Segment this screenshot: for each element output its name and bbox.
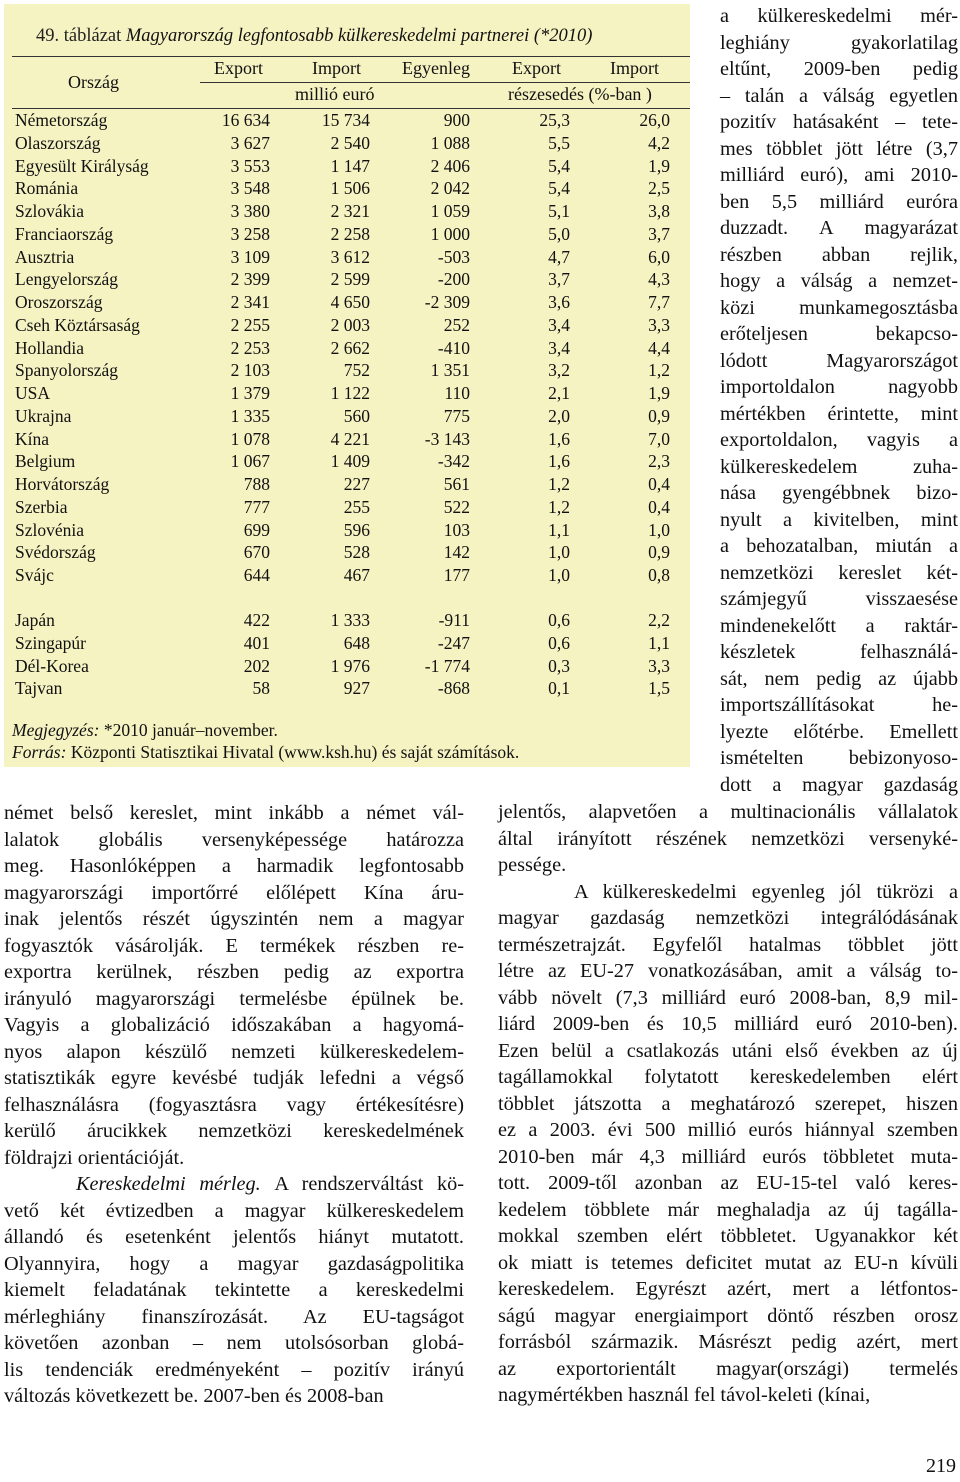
value-cell: 4,4	[648, 337, 670, 358]
text-line: Olyannyira, hogy a magyar gazdaságpolitika	[4, 1252, 464, 1275]
value-cell: 3,3	[648, 655, 670, 676]
text-line: számjegyű visszaesése	[720, 588, 958, 610]
value-cell: 0,6	[548, 632, 570, 653]
text-line: tott. 2009-től azonban az EU-15-tel való keres-	[498, 1172, 958, 1194]
text-line: inak jelentős részét úgyszintén nem a magyar	[4, 908, 464, 930]
value-cell: -342	[437, 451, 470, 472]
text-line: létre az EU-27 vonatkozásában, amit a válság to-	[498, 960, 958, 982]
value-cell: 3 109	[230, 246, 270, 267]
value-cell: 3 380	[230, 201, 270, 221]
value-cell: 4,2	[648, 132, 670, 153]
text-line: lyezte előtérbe. Emellett	[720, 720, 958, 743]
value-cell: 58	[252, 678, 270, 699]
value-cell: 2,1	[548, 383, 570, 403]
country-cell: Dél-Korea	[15, 655, 89, 676]
text-line: lalatok globális versenyképessége határozza	[4, 828, 464, 851]
text-line: A rendszerváltást kö-	[274, 1173, 464, 1195]
value-cell: 648	[343, 632, 370, 653]
text-line: importoldalon nagyobb	[720, 376, 958, 398]
value-cell: 0,8	[648, 565, 670, 585]
value-cell: 1,0	[648, 519, 670, 540]
country-cell: Japán	[15, 610, 55, 630]
header-export-share: Export	[512, 58, 561, 78]
country-cell: Szlovénia	[15, 519, 85, 540]
value-cell: 4 221	[330, 428, 370, 449]
country-cell: Olaszország	[15, 132, 101, 153]
value-cell: 1,6	[548, 428, 570, 449]
table-row	[4, 609, 690, 632]
value-cell: 103	[443, 519, 470, 540]
text-line: statisztikák egyre kevésbé tudják lefedni a végső	[4, 1067, 464, 1089]
text-line: kerülő árucikkek nemzetközi kereskedelmének	[4, 1120, 464, 1142]
text-line: mértékben érintette, mint	[720, 402, 958, 425]
value-cell: 1,9	[648, 155, 670, 176]
country-cell: Szingapúr	[15, 632, 86, 653]
value-cell: 775	[443, 405, 470, 426]
value-cell: 1,1	[648, 632, 670, 653]
value-cell: 1,6	[548, 451, 570, 472]
country-cell: Cseh Köztársaság	[15, 314, 140, 335]
value-cell: 1,0	[548, 565, 570, 585]
value-cell: 2 599	[330, 269, 370, 290]
text-line: liárd 2009-ben és 10,5 milliárd euró 2010-ben).	[498, 1013, 958, 1035]
value-cell: 3 627	[230, 132, 270, 153]
value-cell: 3,7	[648, 223, 670, 244]
value-cell: 2 321	[330, 201, 370, 221]
country-cell: Ausztria	[15, 246, 75, 267]
right-column-bottom	[498, 799, 958, 1409]
value-cell: 644	[243, 565, 270, 585]
value-cell: 670	[243, 542, 270, 563]
value-cell: 6,0	[648, 246, 670, 267]
text-line: mérleghiány finanszírozását. Az EU-tagságot	[4, 1305, 464, 1328]
value-cell: 2 042	[430, 178, 470, 199]
table-caption	[36, 26, 686, 47]
table-row	[4, 655, 690, 678]
text-line: vább növelt (7,3 milliárd euró 2008-ban, 8,9 mil-	[498, 986, 958, 1009]
table-row	[4, 291, 690, 314]
value-cell: 699	[243, 519, 270, 540]
value-cell: 3,2	[548, 360, 570, 381]
value-cell: 401	[243, 632, 270, 653]
text-line: Vagyis a globalizáció időszakában a hagyomá-	[4, 1014, 464, 1036]
note-text: *2010 január–november.	[103, 720, 278, 740]
text-line: lis tendenciák eredményeként – pozitív irányú	[4, 1358, 464, 1381]
text-line: változás következett be. 2007-ben és 2008-ban	[4, 1385, 384, 1407]
text-line: ságú magyar energiaimport döntő részben orosz	[498, 1304, 958, 1327]
text-line: pozitív hatásaként – tete-	[720, 111, 958, 133]
table-note	[12, 720, 278, 741]
value-cell: 528	[343, 542, 370, 563]
country-cell: USA	[15, 383, 51, 403]
value-cell: 1,5	[648, 678, 670, 699]
value-cell: 927	[343, 678, 370, 699]
text-line: német belső kereslet, mint inkább a német vál-	[4, 802, 464, 824]
text-line: magyarországi importőrré előlépett Kína áru-	[4, 881, 464, 904]
header-top-rule	[12, 56, 690, 57]
page-number: 219	[926, 1455, 956, 1477]
value-cell: 1,2	[548, 496, 570, 517]
value-cell: 2,3	[648, 451, 670, 472]
value-cell: 2 103	[230, 360, 270, 381]
value-cell: 3,8	[648, 201, 670, 221]
value-cell: 3 548	[230, 178, 270, 199]
value-cell: 1,1	[548, 519, 570, 540]
header-import-share: Import	[610, 58, 659, 78]
value-cell: 3 612	[330, 246, 370, 267]
table-row	[4, 541, 690, 564]
text-line: közi munkamegosztásba	[720, 296, 958, 319]
text-line: az exportorientált magyar(országi) termelés	[498, 1357, 958, 1380]
text-line: állandó és esetenként jelentős hiányt mutatott.	[4, 1226, 464, 1248]
table-source	[12, 742, 519, 763]
value-cell: 2 003	[330, 314, 370, 335]
value-cell: 177	[443, 565, 470, 585]
value-cell: -200	[437, 269, 470, 290]
value-cell: 1 147	[330, 155, 370, 176]
value-cell: 2,5	[648, 178, 670, 199]
note-label: Megjegyzés:	[12, 720, 100, 740]
table-row	[4, 177, 690, 200]
text-line: kereskedelem. Egyrészt azért, mert a létfontos-	[498, 1278, 958, 1300]
value-cell: 788	[243, 474, 270, 494]
text-line: követően azonban – nem utolsósorban globá-	[4, 1332, 464, 1354]
text-line: irányuló magyarországi termelésbe épülnek be.	[4, 987, 464, 1010]
value-cell: 1 333	[330, 610, 370, 630]
value-cell: -410	[437, 337, 470, 358]
value-cell: 5,4	[548, 155, 570, 176]
value-cell: 1 351	[430, 360, 470, 381]
value-cell: 2 341	[230, 292, 270, 312]
value-cell: -2 309	[424, 292, 470, 312]
value-cell: 1,2	[648, 360, 670, 381]
table-row	[4, 473, 690, 496]
country-cell: Horvátország	[15, 474, 110, 494]
country-cell: Svájc	[15, 565, 54, 585]
text-line: földrajzi orientációját.	[4, 1146, 185, 1169]
text-line: ez a 2003. évi 500 millió eurós hiánnyal szemben	[498, 1119, 958, 1141]
text-line: részben abban rejlik,	[720, 243, 958, 266]
value-cell: 3,7	[548, 269, 570, 290]
table-row	[4, 405, 690, 428]
text-line: tagállamokkal folytatott kereskedelemben elért	[498, 1066, 958, 1088]
country-cell: Románia	[15, 178, 79, 199]
country-cell: Hollandia	[15, 337, 85, 358]
value-cell: -503	[437, 246, 470, 267]
value-cell: 1 088	[430, 132, 470, 153]
table-row	[4, 359, 690, 382]
value-cell: 1 067	[230, 451, 270, 472]
text-line: ok miatt is tetemes deficitet mutat az EU-n kívüli	[498, 1251, 958, 1274]
value-cell: 1 078	[230, 428, 270, 449]
text-line: sát, nem pedig az újabb	[720, 667, 958, 690]
value-cell: 3,4	[548, 314, 570, 335]
value-cell: 26,0	[639, 110, 670, 130]
text-line: Ezen belül a csatlakozás utáni első években az új	[498, 1039, 958, 1062]
text-line: felhasználásra (fogyasztásra vagy értékesítésre)	[4, 1093, 464, 1116]
text-line: exportra kerülnek, részben pedig az exportra	[4, 961, 464, 983]
value-cell: 467	[343, 565, 370, 585]
value-cell: 15 734	[321, 110, 370, 130]
value-cell: 2 662	[330, 337, 370, 358]
value-cell: 1 000	[430, 223, 470, 244]
text-line: mes többlet jött létre (3,7	[720, 137, 958, 160]
left-column	[4, 800, 464, 1410]
country-cell: Kína	[15, 428, 50, 449]
text-line: természetrajzát. Egyfelől hatalmas többlet jött	[498, 933, 958, 956]
text-line: a külkereskedelmi mér-	[720, 5, 958, 27]
value-cell: 5,5	[548, 132, 570, 153]
value-cell: 1 976	[330, 655, 370, 676]
value-cell: 561	[443, 474, 470, 494]
text-line: nagymértékben használ fel távol-keleti (kínai,	[498, 1384, 871, 1406]
country-cell: Egyesült Királyság	[15, 155, 149, 176]
country-cell: Belgium	[15, 451, 76, 472]
value-cell: 560	[343, 405, 370, 426]
value-cell: 2,2	[648, 610, 670, 630]
value-cell: 1,2	[548, 474, 570, 494]
value-cell: 900	[443, 110, 470, 130]
text-line: fogyasztók vásárolják. E termékek részben re-	[4, 934, 464, 957]
text-line: hogy a válság a nemzet-	[720, 270, 958, 292]
text-line: meg. Hasonlóképpen a harmadik legfontosabb	[4, 855, 464, 877]
text-line: erőteljesen bekapcso-	[720, 323, 958, 345]
text-line: magyar gazdaság nemzetközi integrálódásának	[498, 907, 958, 929]
value-cell: 5,1	[548, 201, 570, 221]
table-row	[4, 200, 690, 223]
table-row	[4, 519, 690, 542]
value-cell: 5,4	[548, 178, 570, 199]
text-line: 2010-ben már 4,3 milliárd eurós többletet muta-	[498, 1145, 958, 1168]
value-cell: -247	[437, 632, 470, 653]
value-cell: 3,6	[548, 292, 570, 312]
table-row	[4, 337, 690, 360]
table-row	[4, 223, 690, 246]
text-line: ben 5,5 milliárd euróra	[720, 190, 958, 213]
country-cell: Tajvan	[15, 678, 63, 699]
value-cell: 142	[443, 542, 470, 563]
value-cell: 0,4	[648, 496, 670, 517]
country-cell: Lengyelország	[15, 269, 119, 290]
value-cell: 2,0	[548, 405, 570, 426]
source-label: Forrás:	[12, 742, 67, 762]
text-line: külkereskedelem zuha-	[720, 455, 958, 478]
header-export: Export	[214, 58, 263, 78]
header-country: Ország	[68, 72, 119, 92]
value-cell: 4,7	[548, 246, 570, 267]
country-cell: Franciaország	[15, 223, 114, 244]
text-line: pessége.	[498, 854, 567, 876]
right-column-top	[720, 3, 958, 798]
country-cell: Oroszország	[15, 292, 103, 312]
country-cell: Németország	[15, 110, 108, 130]
country-cell: Szerbia	[15, 496, 68, 517]
value-cell: 227	[343, 474, 370, 494]
table-box	[4, 4, 690, 767]
table-title: Magyarország legfontosabb külkereskedelmi partnerei (*2010)	[125, 26, 593, 46]
value-cell: 0,3	[548, 655, 570, 676]
value-cell: 2 399	[230, 269, 270, 290]
country-cell: Spanyolország	[15, 360, 119, 381]
value-cell: 0,6	[548, 610, 570, 630]
table-row	[4, 677, 690, 700]
text-line: A külkereskedelmi egyenleg jól tükrözi a	[574, 880, 958, 903]
table-row	[4, 314, 690, 337]
value-cell: 252	[443, 314, 470, 335]
value-cell: 202	[243, 655, 270, 676]
country-cell: Ukrajna	[15, 405, 72, 426]
value-cell: 777	[243, 496, 270, 517]
value-cell: 0,4	[648, 474, 670, 494]
value-cell: 422	[243, 610, 270, 630]
value-cell: 3,4	[548, 337, 570, 358]
subhead-line	[4, 1171, 464, 1198]
text-line: exportoldalon, vagyis a	[720, 429, 958, 451]
value-cell: 16 634	[221, 110, 270, 130]
table-number: 49. táblázat	[36, 26, 122, 46]
value-cell: 1 059	[430, 201, 470, 221]
header-unit-share: részesedés (%-ban )	[508, 84, 652, 104]
value-cell: -911	[438, 610, 470, 630]
value-cell: 1 335	[230, 405, 270, 426]
table-row	[4, 132, 690, 155]
value-cell: 25,3	[539, 110, 570, 130]
value-cell: -3 143	[424, 428, 470, 449]
text-line: nyos alapon készülő nemzeti külkereskedelem-	[4, 1040, 464, 1063]
text-line: jelentős, alapvetően a multinacionális vállalatok	[498, 801, 958, 823]
table-row	[4, 496, 690, 519]
text-line: készletek felhasználá-	[720, 641, 958, 663]
value-cell: -1 774	[424, 655, 470, 676]
value-cell: 7,7	[648, 292, 670, 312]
value-cell: 2 406	[430, 155, 470, 176]
header-unit-eur: millió euró	[295, 84, 375, 104]
value-cell: 522	[443, 496, 470, 517]
table-row	[4, 428, 690, 451]
text-line: mindenekelőtt a raktár-	[720, 614, 958, 637]
value-cell: 0,1	[548, 678, 570, 699]
text-line: a behozatalban, miután a	[720, 535, 958, 557]
table-row	[4, 155, 690, 178]
text-line: lódott Magyarországot	[720, 349, 958, 372]
text-line: forrásból származik. Másrészt pedig azért, mert	[498, 1331, 958, 1353]
text-line: ismételten bebizonyoso-	[720, 747, 958, 769]
value-cell: 2 540	[330, 132, 370, 153]
header-import: Import	[312, 58, 361, 78]
table-row	[4, 109, 690, 132]
value-cell: 2 253	[230, 337, 270, 358]
table-row	[4, 450, 690, 473]
value-cell: 1 409	[330, 451, 370, 472]
text-line: milliárd euró), ami 2010-	[720, 164, 958, 186]
value-cell: 2 255	[230, 314, 270, 335]
value-cell: 1,0	[548, 542, 570, 563]
text-line: – talán a válság egyetlen	[720, 84, 958, 107]
text-line: kedelem többlete már meghaladja az új tagálla-	[498, 1198, 958, 1221]
table-row	[4, 632, 690, 655]
value-cell: 596	[343, 519, 370, 540]
value-cell: 3 258	[230, 223, 270, 244]
value-cell: 4,3	[648, 269, 670, 290]
value-cell: 1,9	[648, 383, 670, 403]
value-cell: 1 122	[330, 383, 370, 403]
text-line: nása gyengébbnek bizo-	[720, 482, 958, 504]
value-cell: 110	[444, 383, 470, 403]
text-line: többlet játszotta a meghatározó szerepet, hiszen	[498, 1092, 958, 1115]
text-line: eltűnt, 2009-ben pedig	[720, 58, 958, 80]
country-cell: Szlovákia	[15, 201, 85, 221]
value-cell: 0,9	[648, 542, 670, 563]
subhead: Kereskedelmi mérleg.	[76, 1173, 275, 1195]
text-line: vető két évtizedben a magyar külkereskedelem	[4, 1199, 464, 1222]
text-line: kiemelt feladatának tekintette a kereskedelmi	[4, 1279, 464, 1301]
value-cell: 752	[343, 360, 370, 381]
text-line: által irányított részének nemzetközi versenyké-	[498, 827, 958, 850]
value-cell: -868	[437, 678, 470, 699]
country-cell: Svédország	[15, 542, 96, 563]
header-balance: Egyenleg	[402, 58, 470, 78]
table-row	[4, 564, 690, 587]
header-mid-rule	[200, 82, 690, 83]
table-row	[4, 246, 690, 269]
text-line: mokkal szemben elért többletet. Ugyanakkor két	[498, 1225, 958, 1247]
value-cell: 3,3	[648, 314, 670, 335]
value-cell: 7,0	[648, 428, 670, 449]
value-cell: 4 650	[330, 292, 370, 312]
value-cell: 5,0	[548, 223, 570, 244]
text-line: duzzadt. A magyarázat	[720, 217, 958, 239]
text-line: leghiány gyakorlatilag	[720, 31, 958, 54]
text-line: nemzetközi kereslet két-	[720, 561, 958, 584]
value-cell: 1 506	[330, 178, 370, 199]
text-line: dott a magyar gazdaság	[720, 773, 958, 796]
value-cell: 1 379	[230, 383, 270, 403]
value-cell: 3 553	[230, 155, 270, 176]
table-row	[4, 382, 690, 405]
table-row	[4, 268, 690, 291]
value-cell: 255	[343, 496, 370, 517]
text-line: importszállításokat he-	[720, 694, 958, 716]
value-cell: 2 258	[330, 223, 370, 244]
text-line: nyult a kivitelben, mint	[720, 508, 958, 531]
value-cell: 0,9	[648, 405, 670, 426]
source-text: Központi Statisztikai Hivatal (www.ksh.hu) és saját számítások.	[70, 742, 520, 762]
